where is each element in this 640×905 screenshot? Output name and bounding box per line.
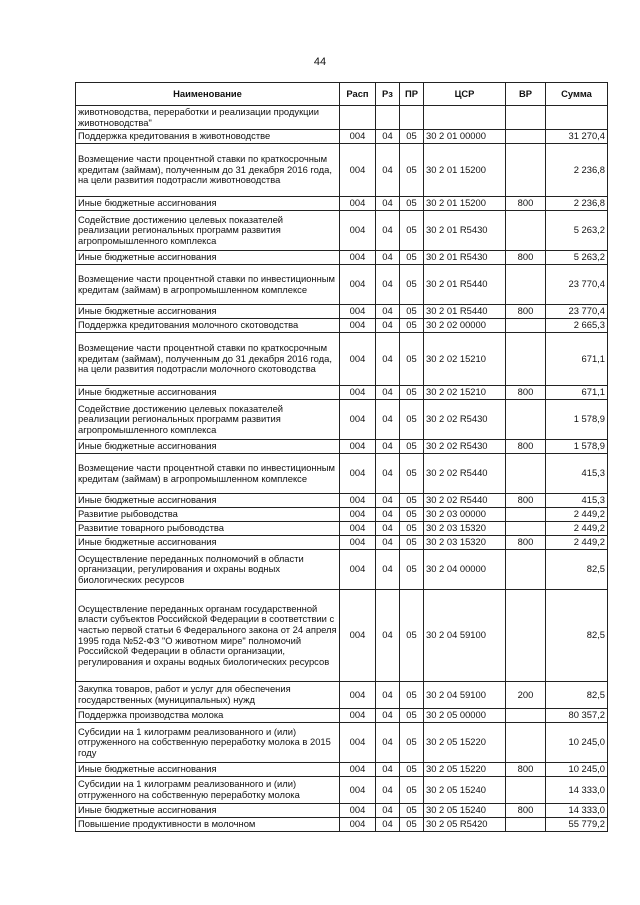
cell-rz: 04 (376, 522, 400, 536)
header-rasp: Расп (340, 83, 376, 106)
cell-csr: 30 2 03 15320 (424, 536, 506, 550)
cell-name: Развитие рыбоводства (76, 508, 340, 522)
cell-sum: 82,5 (546, 682, 608, 709)
cell-name: Иные бюджетные ассигнования (76, 197, 340, 211)
cell-pr: 05 (400, 590, 424, 682)
cell-csr: 30 2 04 59100 (424, 590, 506, 682)
cell-name: Содействие достижению целевых показателей реализации региональных программ развития агропромышленного комплекса (76, 211, 340, 251)
cell-sum: 55 779,2 (546, 818, 608, 832)
cell-rasp: 004 (340, 723, 376, 763)
cell-sum: 1 578,9 (546, 400, 608, 440)
cell-name: Осуществление переданных органам государственной власти субъектов Российской Федерации в соответствии с частью первой статьи 6 Федерального закона от 24 апреля 1995 года №52-ФЗ "О животном мире" полномочий Российской Федерации в области организации, регулирования и охраны водных биологических ресурсов (76, 590, 340, 682)
cell-pr: 05 (400, 440, 424, 454)
cell-csr: 30 2 05 15240 (424, 777, 506, 804)
cell-rasp: 004 (340, 763, 376, 777)
cell-csr: 30 2 02 15210 (424, 386, 506, 400)
cell-sum: 671,1 (546, 386, 608, 400)
cell-vr: 800 (506, 251, 546, 265)
cell-vr (506, 454, 546, 494)
cell-vr (506, 818, 546, 832)
cell-sum (546, 106, 608, 130)
cell-vr: 800 (506, 440, 546, 454)
cell-vr (506, 550, 546, 590)
cell-rasp: 004 (340, 494, 376, 508)
cell-name: Иные бюджетные ассигнования (76, 305, 340, 319)
header-rz: Рз (376, 83, 400, 106)
cell-pr: 05 (400, 386, 424, 400)
cell-sum: 1 578,9 (546, 440, 608, 454)
cell-name: Поддержка производства молока (76, 709, 340, 723)
cell-sum: 2 236,8 (546, 197, 608, 211)
cell-sum: 82,5 (546, 550, 608, 590)
cell-rasp: 004 (340, 508, 376, 522)
table-row (76, 130, 608, 144)
cell-vr: 800 (506, 536, 546, 550)
cell-pr: 05 (400, 522, 424, 536)
cell-rz: 04 (376, 319, 400, 333)
cell-name: Иные бюджетные ассигнования (76, 804, 340, 818)
cell-rz: 04 (376, 305, 400, 319)
cell-vr (506, 265, 546, 305)
cell-csr: 30 2 01 15200 (424, 197, 506, 211)
cell-vr (506, 211, 546, 251)
cell-vr: 800 (506, 305, 546, 319)
table-row (76, 682, 608, 709)
cell-pr: 05 (400, 550, 424, 590)
cell-name: Возмещение части процентной ставки по краткосрочным кредитам (займам), полученным до 31 декабря 2016 года, на цели развития подотрасли молочного скотоводства (76, 333, 340, 386)
cell-rasp (340, 106, 376, 130)
cell-pr: 05 (400, 763, 424, 777)
cell-vr (506, 130, 546, 144)
cell-vr (506, 144, 546, 197)
cell-pr: 05 (400, 709, 424, 723)
cell-rz: 04 (376, 400, 400, 440)
cell-vr (506, 508, 546, 522)
cell-name: Иные бюджетные ассигнования (76, 440, 340, 454)
table-header-row (76, 83, 608, 106)
cell-vr (506, 522, 546, 536)
cell-vr (506, 319, 546, 333)
cell-sum: 23 770,4 (546, 265, 608, 305)
cell-name: Поддержка кредитования молочного скотоводства (76, 319, 340, 333)
cell-csr: 30 2 01 R5430 (424, 211, 506, 251)
cell-pr: 05 (400, 400, 424, 440)
cell-rz: 04 (376, 709, 400, 723)
cell-rz: 04 (376, 333, 400, 386)
cell-vr (506, 106, 546, 130)
cell-csr: 30 2 02 R5430 (424, 400, 506, 440)
cell-rz: 04 (376, 197, 400, 211)
cell-rz: 04 (376, 440, 400, 454)
cell-rasp: 004 (340, 590, 376, 682)
cell-name: Возмещение части процентной ставки по инвестиционным кредитам (займам) в агропромышленном комплексе (76, 454, 340, 494)
table-row (76, 763, 608, 777)
cell-pr: 05 (400, 536, 424, 550)
cell-pr: 05 (400, 818, 424, 832)
cell-csr: 30 2 05 15220 (424, 763, 506, 777)
cell-name: Содействие достижению целевых показателей реализации региональных программ развития агропромышленного комплекса (76, 400, 340, 440)
cell-name: Субсидии на 1 килограмм реализованного и (или) отгруженного на собственную переработку молока (76, 777, 340, 804)
cell-rasp: 004 (340, 400, 376, 440)
cell-pr: 05 (400, 251, 424, 265)
cell-name: Развитие товарного рыбоводства (76, 522, 340, 536)
cell-vr: 800 (506, 763, 546, 777)
table-row (76, 197, 608, 211)
cell-rz: 04 (376, 804, 400, 818)
budget-table (75, 82, 608, 832)
cell-sum: 10 245,0 (546, 763, 608, 777)
cell-csr: 30 2 05 00000 (424, 709, 506, 723)
cell-rz: 04 (376, 144, 400, 197)
table-row (76, 590, 608, 682)
cell-name: Возмещение части процентной ставки по инвестиционным кредитам (займам) в агропромышленном комплексе (76, 265, 340, 305)
cell-rasp: 004 (340, 319, 376, 333)
cell-pr: 05 (400, 494, 424, 508)
cell-csr: 30 2 02 R5440 (424, 494, 506, 508)
table-row (76, 106, 608, 130)
header-csr: ЦСР (424, 83, 506, 106)
table-row (76, 305, 608, 319)
cell-csr: 30 2 01 15200 (424, 144, 506, 197)
table-row (76, 536, 608, 550)
cell-vr (506, 709, 546, 723)
cell-pr: 05 (400, 319, 424, 333)
cell-sum: 2 449,2 (546, 508, 608, 522)
cell-csr: 30 2 01 R5440 (424, 265, 506, 305)
table-row (76, 454, 608, 494)
cell-sum: 2 236,8 (546, 144, 608, 197)
cell-rasp: 004 (340, 804, 376, 818)
cell-csr: 30 2 03 15320 (424, 522, 506, 536)
cell-sum: 415,3 (546, 454, 608, 494)
cell-csr: 30 2 02 15210 (424, 333, 506, 386)
cell-vr (506, 400, 546, 440)
cell-rz: 04 (376, 454, 400, 494)
cell-pr: 05 (400, 197, 424, 211)
page-number: 44 (313, 56, 327, 68)
table-row (76, 723, 608, 763)
cell-rasp: 004 (340, 386, 376, 400)
cell-rasp: 004 (340, 522, 376, 536)
cell-pr: 05 (400, 305, 424, 319)
cell-csr: 30 2 01 R5430 (424, 251, 506, 265)
cell-rz: 04 (376, 536, 400, 550)
table-row (76, 494, 608, 508)
cell-csr (424, 106, 506, 130)
cell-rasp: 004 (340, 550, 376, 590)
cell-vr: 800 (506, 197, 546, 211)
cell-rasp: 004 (340, 440, 376, 454)
table-row (76, 144, 608, 197)
cell-rasp: 004 (340, 144, 376, 197)
cell-name: Повышение продуктивности в молочном (76, 818, 340, 832)
cell-name: Иные бюджетные ассигнования (76, 251, 340, 265)
table-row (76, 319, 608, 333)
cell-name: Поддержка кредитования в животноводстве (76, 130, 340, 144)
cell-rz: 04 (376, 723, 400, 763)
table-row (76, 777, 608, 804)
header-sum: Сумма (546, 83, 608, 106)
cell-rz: 04 (376, 508, 400, 522)
cell-rz: 04 (376, 818, 400, 832)
cell-vr: 800 (506, 804, 546, 818)
cell-rz: 04 (376, 590, 400, 682)
cell-rasp: 004 (340, 333, 376, 386)
cell-rasp: 004 (340, 709, 376, 723)
cell-rz: 04 (376, 211, 400, 251)
cell-rz: 04 (376, 386, 400, 400)
cell-csr: 30 2 05 15220 (424, 723, 506, 763)
cell-vr (506, 723, 546, 763)
cell-vr (506, 590, 546, 682)
cell-name: Возмещение части процентной ставки по краткосрочным кредитам (займам), полученным до 31 декабря 2016 года, на цели развития подотрасли животноводства (76, 144, 340, 197)
cell-name: Иные бюджетные ассигнования (76, 536, 340, 550)
cell-pr: 05 (400, 723, 424, 763)
cell-pr: 05 (400, 804, 424, 818)
cell-sum: 23 770,4 (546, 305, 608, 319)
cell-rasp: 004 (340, 265, 376, 305)
table-row (76, 440, 608, 454)
cell-rasp: 004 (340, 197, 376, 211)
cell-rz: 04 (376, 763, 400, 777)
cell-name: Иные бюджетные ассигнования (76, 763, 340, 777)
table-row (76, 211, 608, 251)
cell-sum: 10 245,0 (546, 723, 608, 763)
header-pr: ПР (400, 83, 424, 106)
table-row (76, 386, 608, 400)
cell-sum: 5 263,2 (546, 251, 608, 265)
cell-sum: 80 357,2 (546, 709, 608, 723)
cell-rz: 04 (376, 251, 400, 265)
cell-sum: 82,5 (546, 590, 608, 682)
cell-csr: 30 2 01 00000 (424, 130, 506, 144)
cell-sum: 2 665,3 (546, 319, 608, 333)
table-row (76, 709, 608, 723)
cell-pr: 05 (400, 144, 424, 197)
table-row (76, 522, 608, 536)
cell-rasp: 004 (340, 454, 376, 494)
cell-pr: 05 (400, 333, 424, 386)
cell-sum: 14 333,0 (546, 777, 608, 804)
cell-name: Закупка товаров, работ и услуг для обеспечения государственных (муниципальных) нужд (76, 682, 340, 709)
cell-rz: 04 (376, 130, 400, 144)
cell-vr: 800 (506, 386, 546, 400)
cell-vr: 200 (506, 682, 546, 709)
cell-sum: 415,3 (546, 494, 608, 508)
table-row (76, 818, 608, 832)
cell-csr: 30 2 05 15240 (424, 804, 506, 818)
cell-rasp: 004 (340, 536, 376, 550)
cell-rasp: 004 (340, 130, 376, 144)
table-row (76, 508, 608, 522)
cell-pr: 05 (400, 777, 424, 804)
table-row (76, 265, 608, 305)
cell-sum: 14 333,0 (546, 804, 608, 818)
cell-pr: 05 (400, 682, 424, 709)
cell-name: животноводства, переработки и реализации продукции животноводства" (76, 106, 340, 130)
cell-csr: 30 2 04 59100 (424, 682, 506, 709)
cell-csr: 30 2 02 00000 (424, 319, 506, 333)
cell-rz: 04 (376, 550, 400, 590)
cell-vr (506, 333, 546, 386)
table-row (76, 251, 608, 265)
cell-name: Субсидии на 1 килограмм реализованного и (или) отгруженного на собственную переработку молока в 2015 году (76, 723, 340, 763)
cell-csr: 30 2 04 00000 (424, 550, 506, 590)
cell-csr: 30 2 03 00000 (424, 508, 506, 522)
header-vr: ВР (506, 83, 546, 106)
cell-rasp: 004 (340, 682, 376, 709)
cell-vr: 800 (506, 494, 546, 508)
cell-rz (376, 106, 400, 130)
cell-rasp: 004 (340, 305, 376, 319)
cell-rasp: 004 (340, 211, 376, 251)
cell-pr: 05 (400, 211, 424, 251)
cell-name: Иные бюджетные ассигнования (76, 494, 340, 508)
cell-rasp: 004 (340, 251, 376, 265)
cell-pr: 05 (400, 130, 424, 144)
cell-name: Иные бюджетные ассигнования (76, 386, 340, 400)
cell-pr: 05 (400, 265, 424, 305)
cell-sum: 31 270,4 (546, 130, 608, 144)
header-name: Наименование (76, 83, 340, 106)
cell-sum: 671,1 (546, 333, 608, 386)
cell-sum: 2 449,2 (546, 536, 608, 550)
cell-rz: 04 (376, 682, 400, 709)
cell-rz: 04 (376, 265, 400, 305)
cell-name: Осуществление переданных полномочий в области организации, регулирования и охраны водных биологических ресурсов (76, 550, 340, 590)
cell-rasp: 004 (340, 818, 376, 832)
cell-pr: 05 (400, 508, 424, 522)
cell-vr (506, 777, 546, 804)
cell-rasp: 004 (340, 777, 376, 804)
cell-pr (400, 106, 424, 130)
cell-pr: 05 (400, 454, 424, 494)
cell-csr: 30 2 02 R5440 (424, 454, 506, 494)
table-row (76, 333, 608, 386)
table-row (76, 550, 608, 590)
cell-sum: 2 449,2 (546, 522, 608, 536)
table-row (76, 400, 608, 440)
cell-rz: 04 (376, 494, 400, 508)
cell-sum: 5 263,2 (546, 211, 608, 251)
cell-csr: 30 2 01 R5440 (424, 305, 506, 319)
cell-csr: 30 2 02 R5430 (424, 440, 506, 454)
cell-csr: 30 2 05 R5420 (424, 818, 506, 832)
table-row (76, 804, 608, 818)
cell-rz: 04 (376, 777, 400, 804)
